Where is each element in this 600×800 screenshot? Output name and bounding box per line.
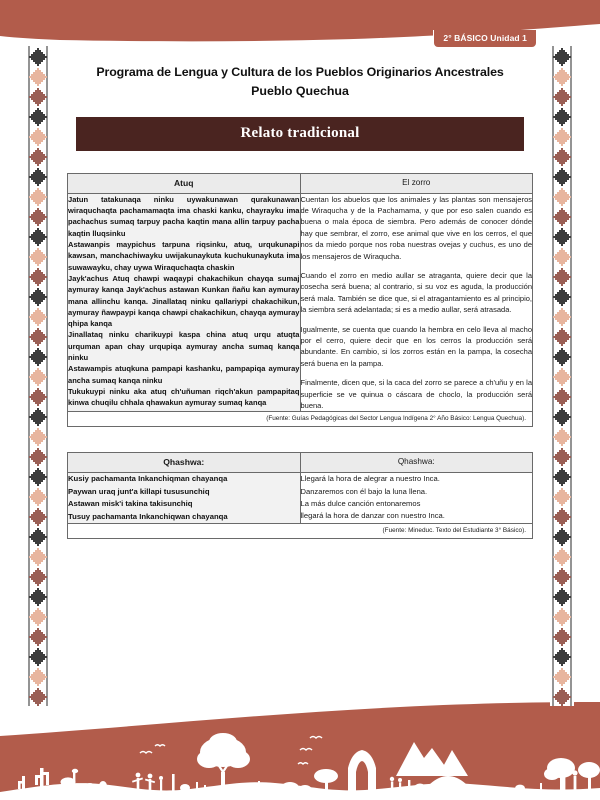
song-line-spanish: llegará la hora de danzar con nuestro Inca. [300, 511, 445, 521]
left-textile-border [26, 46, 50, 706]
song-line-spanish: Llegará la hora de alegrar a nuestro Inca. [300, 474, 440, 484]
right-textile-border [550, 46, 574, 706]
spanish-paragraph: Cuentan los abuelos que los animales y las plantas son mensajeros de Wiraqucha y de la Pachamama, y que por eso salen cuando es buena o mala época de siembra. Pero además de conocer dónde hay que sembrar, el zorro, ese animal que vive en los cerros, el que nos da miedo porque nos roba nuestras ovejas y cuchus, es uno de los mensajeros de Wiraqucha. [300, 194, 532, 261]
story-table [67, 173, 533, 428]
story-source-text: (Fuente: Guías Pedagógicas del Sector Lengua Indígena 2° Año Básico: Lengua Quechua). [266, 415, 526, 423]
song-source-cell [68, 524, 533, 539]
song-header-quechua: Qhashwa: [68, 453, 301, 473]
quechua-paragraph: Astawampis atuqkuna pampapi kashanku, pampapiqa aymuray ancha sumaq kanqa ninku [68, 364, 300, 385]
page-title: Programa de Lengua y Cultura de los Pueblos Originarios Ancestrales [96, 65, 504, 79]
song-table [67, 452, 533, 539]
spanish-paragraph: Igualmente, se cuenta que cuando la hembra en celo lleva al macho por el cerro, quiere decir que en los cerros la producción será abundante. En cambio, si los zorros están en la pampa, la cosecha será buena en la pampa. [300, 324, 532, 368]
table-header-row [68, 173, 533, 193]
table-source-row [68, 524, 533, 539]
page-content [62, 52, 538, 539]
right-textile-pattern [550, 46, 574, 706]
song-line-spanish: Danzaremos con él bajo la luna llena. [300, 486, 428, 496]
landscape-silhouette [0, 680, 600, 800]
song-line-spanish: La más dulce canción entonaremos [300, 498, 421, 508]
song-line-quechua: Tusuy pachamanta Inkanchiqwan chayanqa [68, 511, 228, 521]
left-textile-pattern [26, 46, 50, 706]
bottom-landscape-illustration [0, 680, 600, 800]
song-line-quechua: Paywan uraq junt'a killapi tususunchiq [68, 486, 210, 496]
table-row [68, 473, 533, 524]
table-source-row [68, 412, 533, 427]
story-header-quechua: Atuq [68, 173, 301, 193]
story-cell-spanish [300, 193, 533, 412]
song-source-text: (Fuente: Mineduc. Texto del Estudiante 3° Básico). [382, 527, 526, 535]
section-banner: Relato tradicional [76, 117, 524, 151]
quechua-paragraph: Astawanpis maypichus tarpuna riqsinku, atuq, urqukunapi kawsan, manchachiwayku uwijakunaykuta kuchukunaykuta ima suwawayku, chay uywa Wiraquchaqta chaskin [68, 239, 300, 272]
song-line-quechua: Kusiy pachamanta Inkanchiqman chayanqa [68, 474, 228, 484]
quechua-paragraph: Jinallataq ninku charikuypi kaspa china atuq urqu atuqta urquman apan chay urqupiqa aymuray ancha sumaq kanqa ninku [68, 330, 300, 363]
page-subtitle: Pueblo Quechua [251, 83, 349, 98]
story-source-cell [68, 412, 533, 427]
table-row [68, 193, 533, 412]
unit-badge: 2° BÁSICO Unidad 1 [433, 30, 537, 48]
song-cell-spanish [300, 473, 533, 524]
spanish-paragraph: Cuando el zorro en medio aullar se atraganta, quiere decir que la cosecha será buena; al contrario, si su voz es aguda, la producción será mala. También se dice que, si el atragantamiento es al principio, la siembra será adelantada; si es a medio aullar, será atrasada. [300, 271, 532, 315]
table-header-row [68, 453, 533, 473]
song-header-spanish: Qhashwa: [300, 453, 533, 473]
spanish-paragraph: Finalmente, dicen que, si la caca del zorro se parece a ch'uñu y en la superficie se ve quinua o cáscara de choclo, la producción será buena. [300, 378, 532, 410]
quechua-paragraph: Jatun tatakunaqa ninku uywakunawan qurakunawan wiraquchaqta pachamamaqta ima chaski kanku, chayrayku ima pachachus sumaq tarpuy pacha kaqtin mana allin tarpuy pacha kaqtin lluqsinku [68, 194, 300, 238]
song-cell-quechua [68, 473, 301, 524]
quechua-paragraph: Jayk'achus Atuq chawpi waqaypi chakachikun chayqa sumaj aymuray kanqa Jayk'achus astawan Kunkan ñañu kan aymuray mana allinchu kanqa. Jinallataq ninku qallariypi chakachikun, aymuray ñawpaypi kanqa chawpi chakachikun, chayqa aymuray qhipa kanqa [68, 273, 300, 329]
story-header-spanish: El zorro [300, 173, 533, 193]
quechua-paragraph: Tukukuypi ninku aka atuq ch'uñuman riqch'akun pampapitaq kinwa chuqilu chhala qhawakun aymuray sumaq kanqa [68, 387, 300, 408]
story-cell-quechua [68, 193, 301, 412]
song-line-quechua: Astawan misk'i takina takisunchiq [68, 499, 193, 509]
